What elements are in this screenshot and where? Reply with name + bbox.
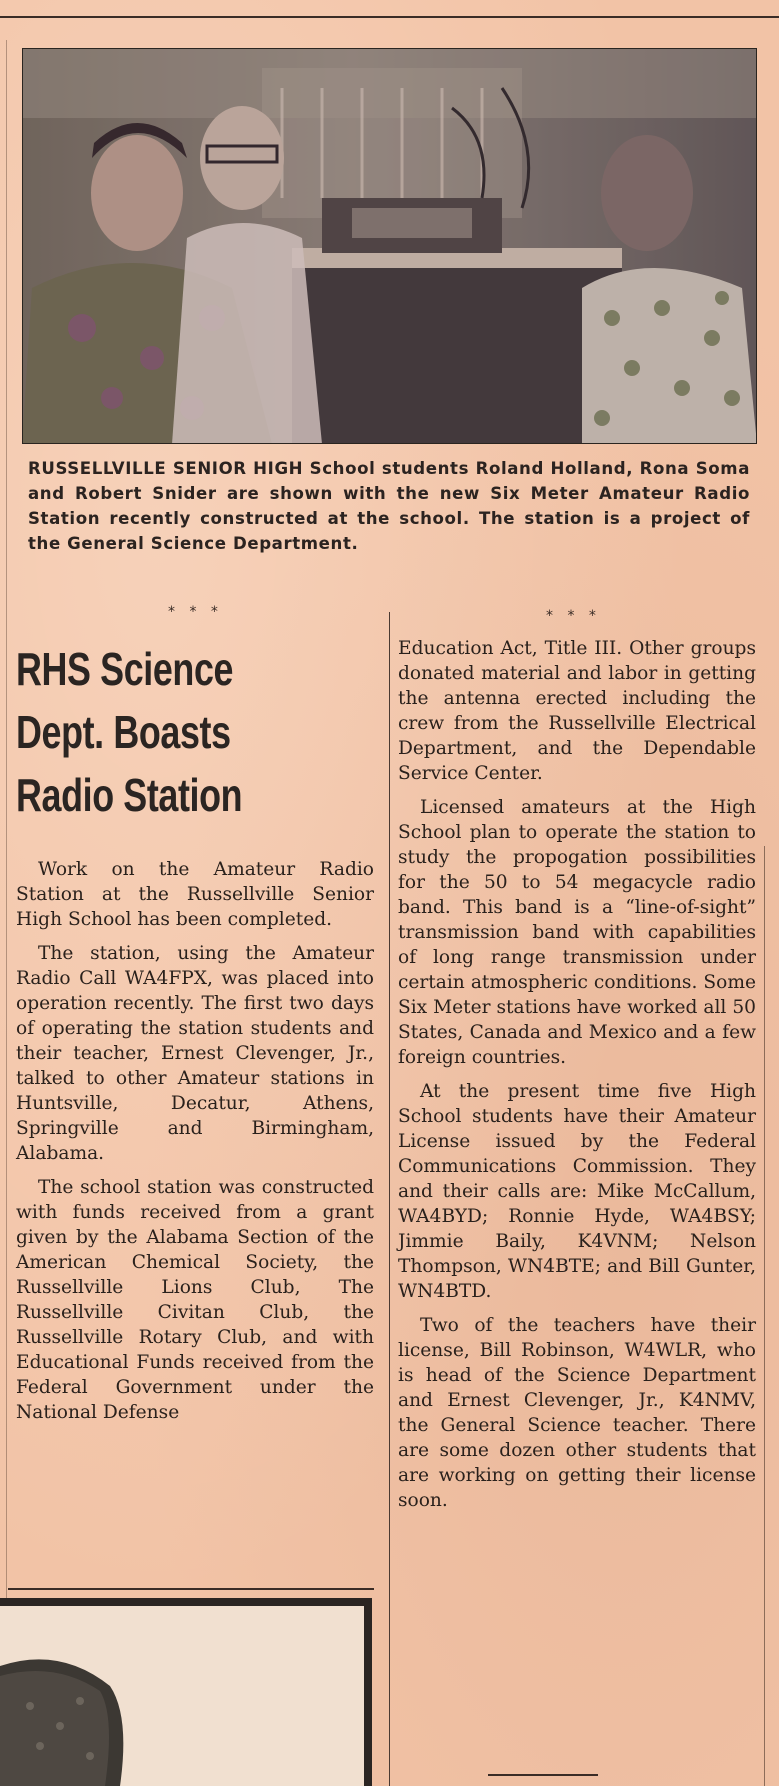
photo-caption: RUSSELLVILLE SENIOR HIGH School students Roland Holland, Rona Soma and Robert Snider are shown with the new Six Meter Amateur Radio Station recently constructed at the school. The station is a project of the General Science Department. — [28, 459, 750, 553]
left-margin-line — [6, 40, 7, 1760]
article-paragraph-6: Two of the teachers have their license, Bill Robinson, W4WLR, who is head of the Science Department and Ernest Clevenger, Jr., K4NMV, the General Science teacher. There are some dozen other students that are working on getting their license soon. — [398, 1315, 756, 1511]
adjacent-article-photo — [0, 1598, 372, 1786]
headline-line-1: RHS Science — [16, 643, 234, 695]
headline-line-2: Dept. Boasts — [16, 706, 231, 758]
headline-line-3: Radio Station — [16, 769, 243, 821]
separator-left: * * * — [168, 604, 223, 620]
column-divider — [389, 612, 390, 1786]
article-paragraph-3-continued: Education Act, Title III. Other groups donated material and labor in getting the antenna erected including the crew from the Russellville Electrical Department, and the Dependable Service Center. — [398, 638, 756, 784]
headline — [16, 638, 297, 827]
separator-right: * * * — [546, 608, 601, 624]
article-column-right — [398, 636, 756, 1522]
cropped-photo-illustration — [0, 1606, 364, 1786]
right-margin-rule — [764, 846, 765, 1786]
photo-illustration — [22, 48, 757, 444]
article-paragraph-4: Licensed amateurs at the High School plan to operate the station to study the propogation possibilities for the 50 to 54 megacycle radio band. This band is a “line-of-sight” transmission band with capabilities of long range transmission under certain atmospheric conditions. Some Six Meter stations have worked all 50 States, Canada and Mexico and a few foreign countries. — [398, 797, 756, 1068]
article-end-rule — [488, 1774, 598, 1776]
article-column-left — [16, 857, 374, 1434]
column-end-rule — [8, 1588, 374, 1590]
article-paragraph-5: At the present time five High School students have their Amateur License issued by the Federal Communications Commission. They and their calls are: Mike McCallum, WA4BYD; Ronnie Hyde, WA4BSY; Jimmie Baily, K4VNM; Nelson Thompson, WN4BTE; and Bill Gunter, WN4BTD. — [398, 1081, 756, 1302]
radio-station-photo — [22, 48, 757, 444]
article-paragraph-1: Work on the Amateur Radio Station at the Russellville Senior High School has been completed. — [16, 859, 374, 930]
top-rule — [0, 16, 779, 18]
article-paragraph-3: The school station was constructed with funds received from a grant given by the Alabama Section of the American Chemical Society, the Russellville Lions Club, The Russellville Civitan Club, the Russellville Rotary Club, and with Educational Funds received from the Federal Government under the National Defense — [16, 1177, 374, 1423]
article-paragraph-2: The station, using the Amateur Radio Call WA4FPX, was placed into operation recently. The first two days of operating the station students and their teacher, Ernest Clevenger, Jr., talked to other Amateur stations in Huntsville, Decatur, Athens, Springville and Birmingham, Alabama. — [16, 943, 374, 1164]
